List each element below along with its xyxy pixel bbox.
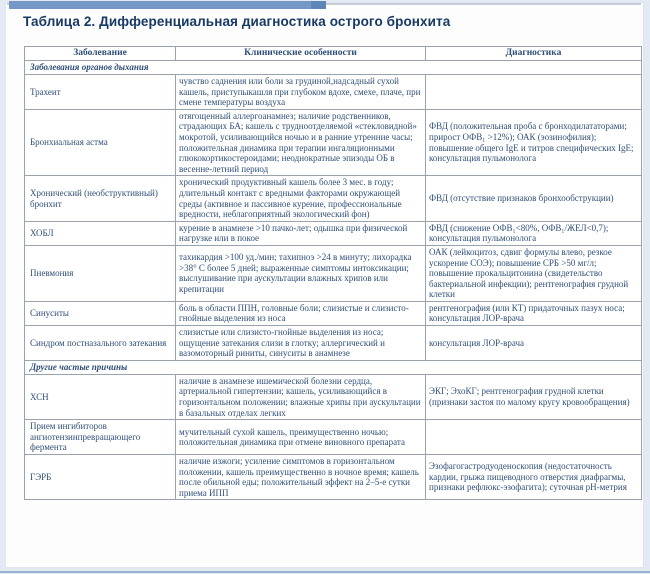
bottom-rule [0,571,650,573]
diagnostics-cell: Эзофагогастродуоденоскопия (недостаточность кардии, грыжа пищеводного отверстия диафрагмы, признаки рефлюкс-эзофагита); суточная pH-метрия [426,455,642,500]
disease-cell: ГЭРБ [25,455,176,500]
column-header-clinical-features: Клинические особенности [176,47,426,61]
diagnostics-cell: консультация ЛОР-врача [426,326,642,361]
diagnostics-cell: ФВД (положительная проба с бронходилататорами; прирост ОФВ₁ >12%); ОАК (эозинофилия); повышение общего IgE и титров специфических IgE; консультация пульмонолога [426,109,642,176]
diagnostics-cell: ФВД (снижение ОФВ₁<80%, ОФВ₁/ЖЕЛ<0,7); консультация пульмонолога [426,221,642,245]
diagnostics-cell: ЭКГ; ЭхоКГ; рентгенография грудной клетки (признаки застоя по малому кругу кровообращения) [426,374,642,419]
disease-cell: ХОБЛ [25,221,176,245]
disease-cell: Хронический (необструктивный) бронхит [25,176,176,221]
clinical-features-cell: мучительный сухой кашель, преимущественно ночью; положительная динамика при отмене виновного препарата [176,420,426,455]
clinical-features-cell: чувство саднения или боли за грудиной,надсадный сухой кашель, приступыкашля при глубоком вдохе, смехе, плаче, при смене температуры воздуха [176,75,426,110]
column-header-disease: Заболевание [25,47,176,61]
diagnostics-cell: рентгенография (или КТ) придаточных пазух носа; консультация ЛОР-врача [426,301,642,325]
clinical-features-cell: боль в области ППН, головные боли; слизистые и слизисто-гнойные выделения из носа [176,301,426,325]
diagnostics-cell: ОАК (лейкоцитоз, сдвиг формулы влево, резкое ускорение СОЭ); повышение СРБ >50 мг/л; повышение прокальцитонина (свидетельство бактериальной инфекции); рентгенография грудной клетки [426,245,642,301]
clinical-features-cell: наличие в анамнезе ишемической болезни сердца, артериальной гипертензии; кашель, усиливающийся в горизонтальном положении; влажные хрипы при аускультации в базальных отделах легких [176,374,426,419]
disease-cell: Трахеит [25,75,176,110]
header-row [25,47,642,61]
table-row [25,176,642,221]
disease-cell: Прием ингибиторов ангиотензинпревращающего фермента [25,420,176,455]
disease-cell: Бронхиальная астма [25,109,176,176]
table-row [25,245,642,301]
disease-cell: ХСН [25,374,176,419]
table-row [25,455,642,500]
disease-cell: Синуситы [25,301,176,325]
section-label: Другие частые причины [25,360,642,374]
table-row [25,374,642,419]
section-label: Заболевания органов дыхания [25,61,642,75]
clinical-features-cell: наличие изжоги; усиление симптомов в горизонтальном положении, кашель преимущественно в ночное время; кашель после обильной еды; положительный эффект на 2–5-е сутки приема ИПП [176,455,426,500]
accent-bar-cap [311,1,326,9]
section-row [25,360,642,374]
table-title: Таблица 2. Дифференциальная диагностика острого бронхита [23,14,451,29]
disease-cell: Синдром постназального затекания [25,326,176,361]
diagnostics-cell: ФВД (отсутствие признаков бронхообструкции) [426,176,642,221]
clinical-features-cell: отягощенный аллергоанамнез; наличие родственников, страдающих БА; кашель с трудноотделяемой «стекловидной» мокротой, усиливающийся ночью и в ранние утренние часы; положительная динамика при терапии ингаляционными глюкокортикостероидами; неоднократные эпизоды ОБ в весенне-летний период [176,109,426,176]
table-row [25,420,642,455]
table-row [25,109,642,176]
table-row [25,326,642,361]
table-row [25,301,642,325]
disease-cell: Пневмония [25,245,176,301]
column-header-diagnostics: Диагностика [426,47,642,61]
clinical-features-cell: курение в анамнезе >10 пачко-лет; одышка при физической нагрузке или в покое [176,221,426,245]
section-row [25,61,642,75]
clinical-features-cell: тахикардия >100 уд./мин; тахипноэ >24 в минуту; лихорадка >38° С более 5 дней; выраженные симптомы интоксикации; выслушивание при аускультации влажных хрипов или крепитации [176,245,426,301]
diagnostics-cell [426,75,642,110]
diagnostics-cell [426,420,642,455]
clinical-features-cell: слизистые или слизисто-гнойные выделения из носа; ощущение затекания слизи в глотку; аллергический и вазомоторный риниты, синуситы в анамнезе [176,326,426,361]
table-row [25,75,642,110]
table-row [25,221,642,245]
clinical-features-cell: хронический продуктивный кашель более 3 мес. в году; длительный контакт с вредными факторами окружающей среды (активное и пассивное курение, профессиональные вредности, неблагоприятный экологический фон) [176,176,426,221]
differential-diagnosis-table [24,46,642,500]
accent-bar [9,1,326,9]
